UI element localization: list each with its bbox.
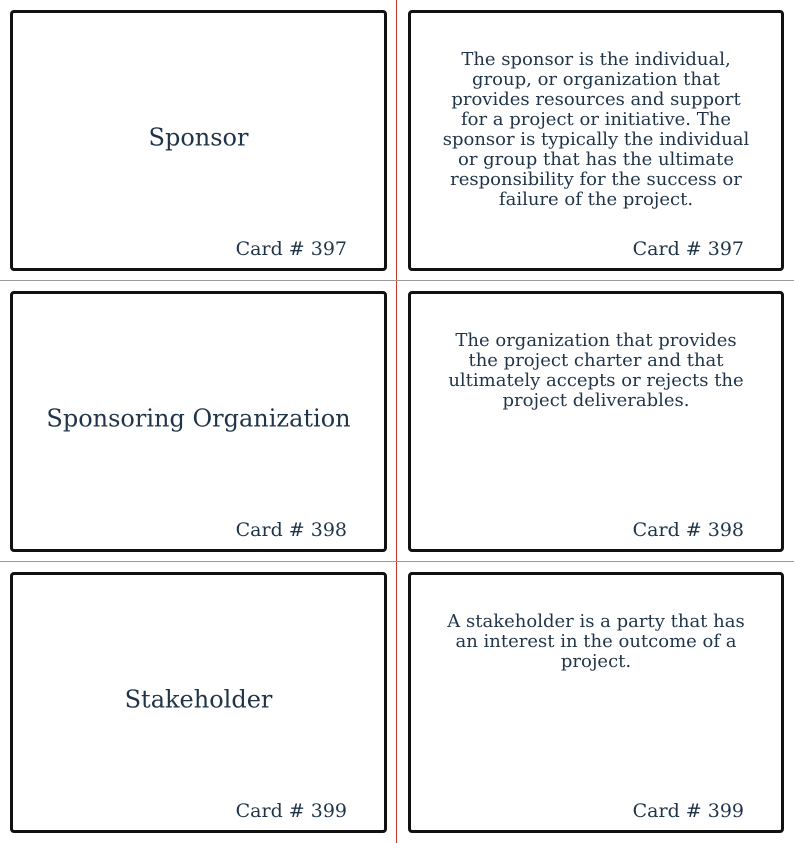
card-number: Card # 398	[632, 519, 744, 541]
flashcard-front	[10, 291, 387, 552]
card-number: Card # 399	[632, 800, 744, 822]
card-term: Sponsor	[148, 122, 249, 151]
flashcard-front	[10, 572, 387, 833]
horizontal-cut-guide	[0, 280, 794, 281]
card-number: Card # 399	[235, 800, 347, 822]
card-definition: The sponsor is the individual, group, or organization that provides resources and support for a project or initiative. The sponsor is typically the individual or group that has the ultimate responsibility for the success or failure of the project.	[442, 49, 750, 210]
card-number: Card # 397	[235, 238, 347, 260]
card-term: Sponsoring Organization	[46, 403, 351, 432]
flashcard-back	[408, 291, 784, 552]
card-definition: A stakeholder is a party that has an interest in the outcome of a project.	[447, 611, 745, 672]
card-term: Stakeholder	[124, 684, 273, 713]
card-definition: The organization that provides the project charter and that ultimately accepts or rejects the project deliverables.	[448, 330, 744, 411]
flashcard-back	[408, 10, 784, 271]
flashcard-back	[408, 572, 784, 833]
flashcard-front	[10, 10, 387, 271]
card-number: Card # 397	[632, 238, 744, 260]
vertical-cut-guide	[396, 0, 397, 843]
card-number: Card # 398	[235, 519, 347, 541]
horizontal-cut-guide	[0, 561, 794, 562]
